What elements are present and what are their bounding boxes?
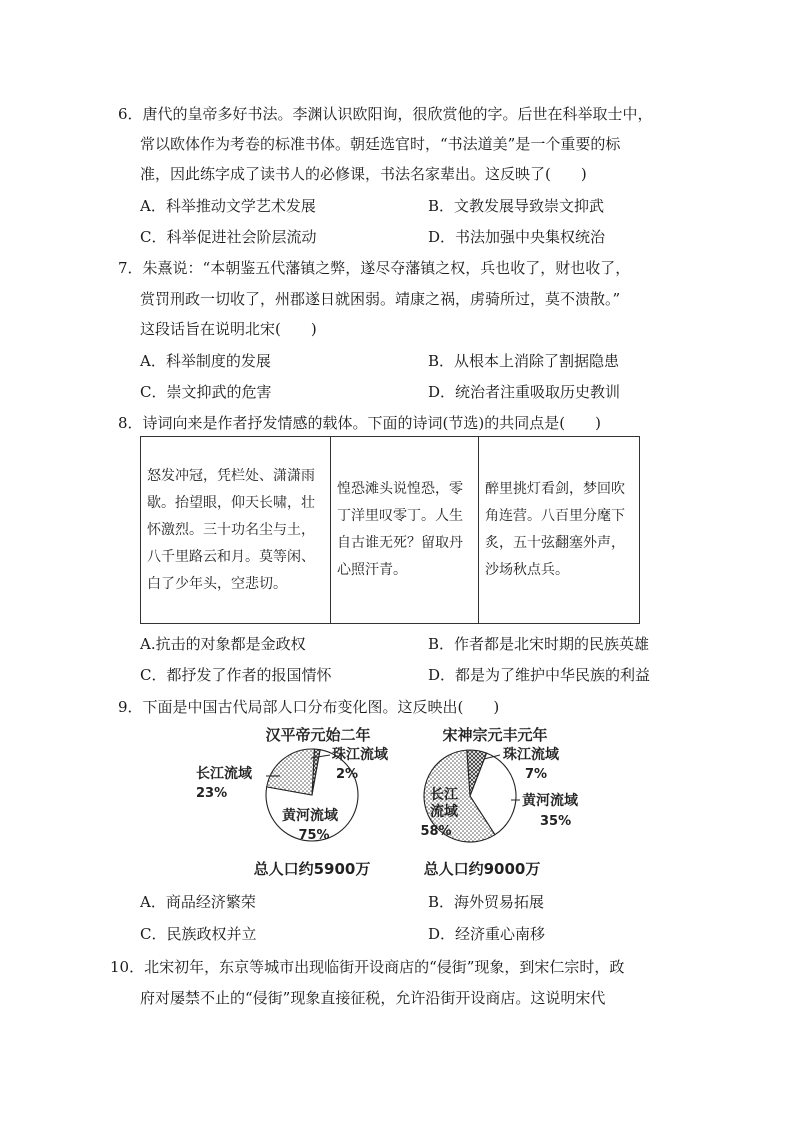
pie2-label-yangtze-1: 长江	[430, 787, 458, 803]
poem-text-1: 怒发冲冠，凭栏处、潇潇雨歇。抬望眼，仰天长啸，壮怀激烈。三十功名尘与土，八千里路云和月。莫等闲、白了少年头，空悲切。	[147, 467, 315, 592]
q8-option-a[interactable]: A.抗击的对象都是金政权	[140, 635, 306, 653]
pie2-label-pearl: 珠江流域	[503, 747, 559, 763]
pie2-value-pearl: 7%	[525, 767, 548, 782]
pie1-value-yellow: 75%	[298, 828, 330, 843]
q8-option-d[interactable]: D．都是为了维护中华民族的利益	[428, 666, 651, 684]
q9-option-b[interactable]: B．海外贸易拓展	[428, 893, 545, 911]
q6-option-c[interactable]: C．科举促进社会阶层流动	[140, 228, 317, 246]
pie2-value-yangtze: 58%	[420, 824, 452, 839]
pie1-label-yellow: 黄河流域	[282, 808, 338, 824]
q7-line-3: 这段话旨在说明北宋( )	[140, 320, 317, 338]
pie1-footer: 总人口约5900万	[253, 860, 371, 878]
pie1-slice-1	[267, 749, 315, 795]
q9-line-1: 9．下面是中国古代局部人口分布变化图。这反映出( )	[118, 698, 500, 716]
pie1-label-yangtze: 长江流域	[196, 766, 252, 782]
poem-text-2: 惶恐滩头说惶恐，零丁洋里叹零丁。人生自古谁无死？留取丹心照汗青。	[337, 481, 463, 578]
q8-option-c[interactable]: C．都抒发了作者的报国情怀	[140, 666, 332, 684]
pie2-footer: 总人口约9000万	[423, 860, 541, 878]
q8-option-b[interactable]: B．作者都是北宋时期的民族英雄	[428, 635, 650, 653]
q7-line-2: 赏罚刑政一切收了，州郡遂日就困弱。靖康之祸，虏骑所过，莫不溃散。”	[140, 290, 621, 308]
q10-line-2: 府对屡禁不止的“侵街”现象直接征税，允许沿街开设商店。这说明宋代	[140, 989, 606, 1007]
pie1-title: 汉平帝元始二年	[265, 726, 371, 744]
q8-line-1: 8．诗词向来是作者抒发情感的载体。下面的诗词(节选)的共同点是( )	[118, 414, 601, 432]
q9-option-d[interactable]: D．经济重心南移	[428, 925, 546, 943]
q6-option-a[interactable]: A．科举推动文学艺术发展	[140, 197, 316, 215]
pie1-label-pearl: 珠江流域	[332, 747, 388, 763]
q6-line-1: 6．唐代的皇帝多好书法。李渊认识欧阳询，很欣赏他的字。后世在科举取士中，	[118, 105, 653, 123]
q6-option-b[interactable]: B．文教发展导致崇文抑武	[428, 197, 605, 215]
q7-option-a[interactable]: A．科举制度的发展	[140, 352, 271, 370]
pie2-label-yellow: 黄河流域	[522, 793, 578, 809]
q7-line-1: 7．朱熹说：“本朝鉴五代藩镇之弊，遂尽夺藩镇之权，兵也收了，财也收了，	[118, 259, 631, 277]
pie2-title: 宋神宗元丰元年	[442, 726, 548, 744]
pie2-label-yangtze-2: 流域	[430, 804, 458, 820]
q10-line-1: 10．北宋初年，东京等城市出现临街开设商店的“侵街”现象，到宋仁宗时，政	[110, 958, 625, 976]
q6-option-d[interactable]: D．书法加强中央集权统治	[428, 228, 606, 246]
q9-option-c[interactable]: C．民族政权并立	[140, 925, 257, 943]
pie1-value-pearl: 2%	[336, 767, 359, 782]
q9-option-a[interactable]: A．商品经济繁荣	[140, 893, 256, 911]
pie2-value-yellow: 35%	[540, 814, 572, 829]
poem-text-3: 醉里挑灯看剑，梦回吹角连营。八百里分麾下炙，五十弦翻塞外声，沙场秋点兵。	[485, 481, 625, 578]
q7-option-c[interactable]: C．崇文抑武的危害	[140, 383, 272, 401]
q6-line-3: 准，因此练字成了读书人的必修课，书法名家辈出。这反映了( )	[140, 165, 587, 183]
q7-option-d[interactable]: D．统治者注重吸取历史教训	[428, 383, 621, 401]
pie1-value-yangtze: 23%	[196, 786, 228, 801]
q7-option-b[interactable]: B．从根本上消除了割据隐患	[428, 352, 620, 370]
q6-line-2: 常以欧体作为考卷的标准书体。朝廷选官时，“书法道美”是一个重要的标	[140, 135, 621, 153]
